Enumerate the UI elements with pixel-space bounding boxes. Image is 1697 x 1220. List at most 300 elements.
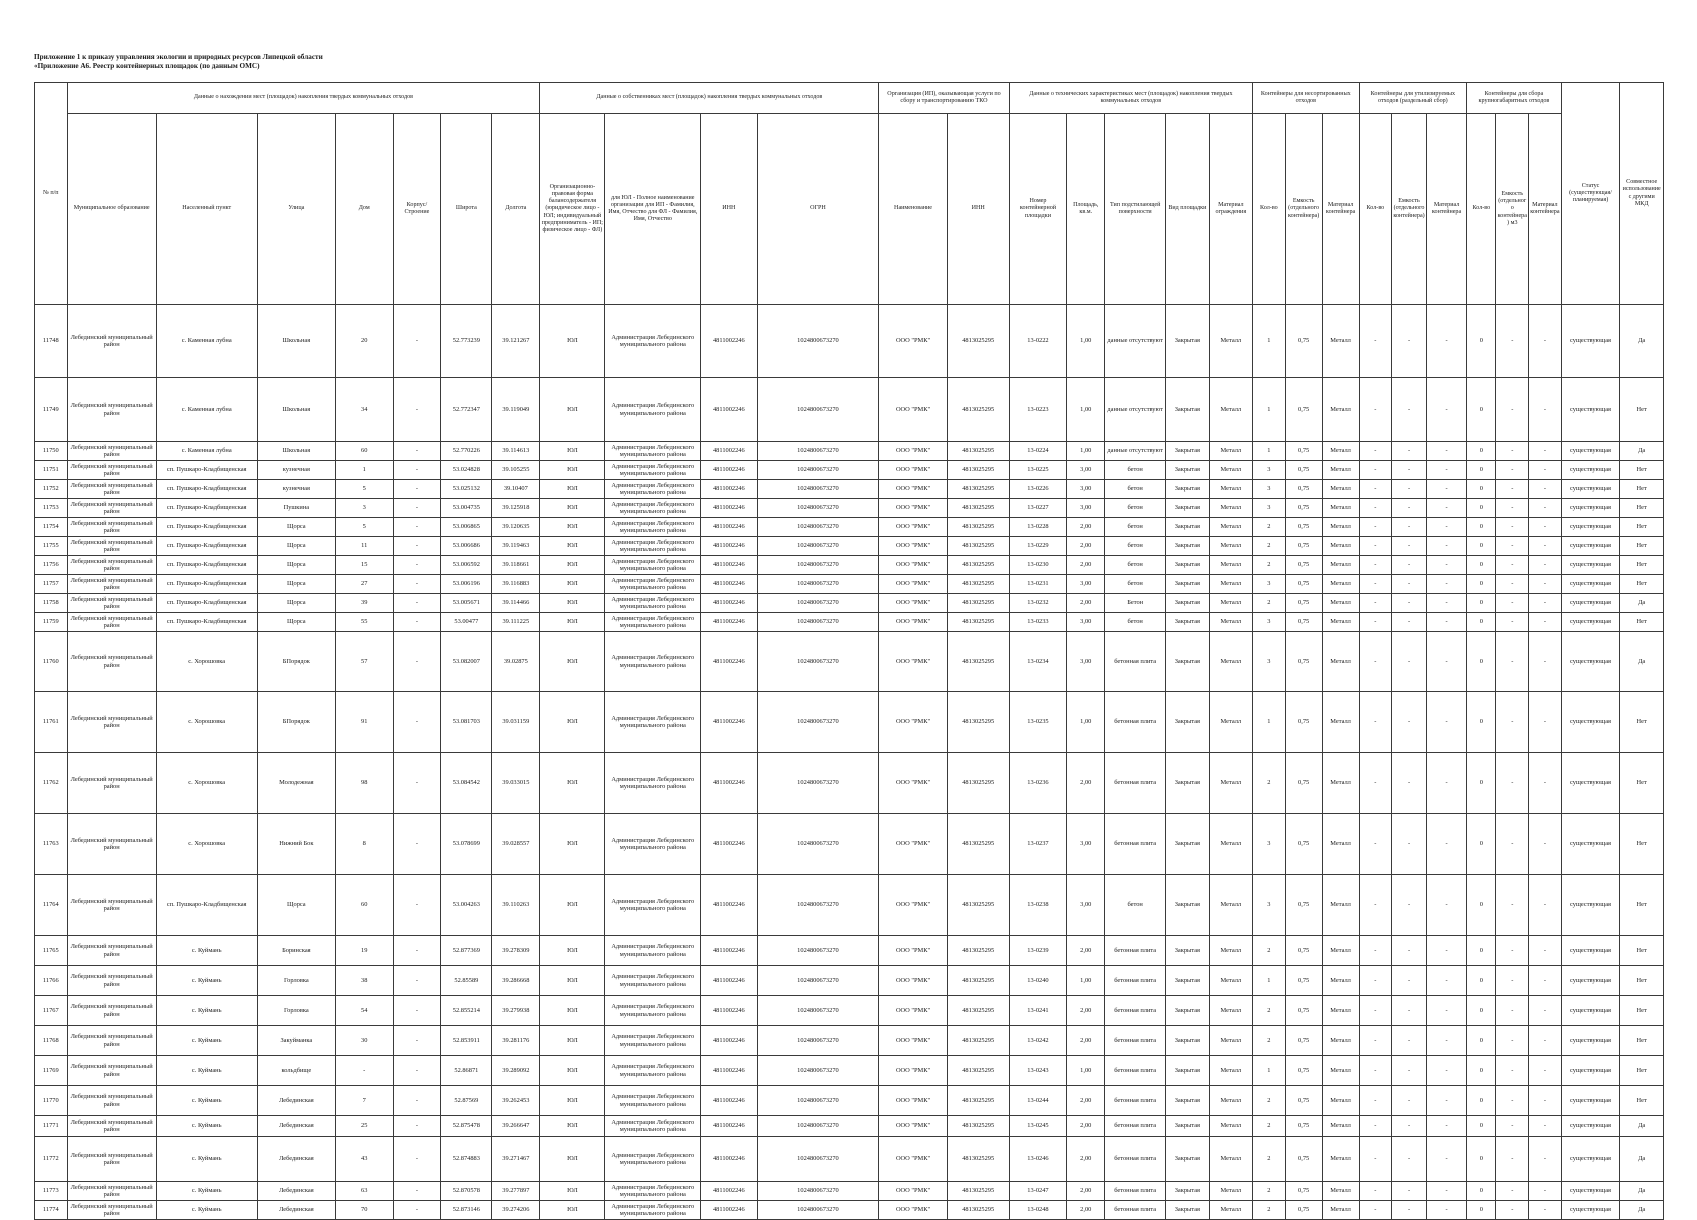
cell-owner-ogrn: 1024800673270: [757, 461, 879, 480]
cell-latitude: 52.853911: [441, 1026, 492, 1056]
cell-owner-ogrn: 1024800673270: [757, 1086, 879, 1116]
cell-recycle-material: -: [1426, 613, 1466, 632]
cell-operator-name: ООО "РМК": [879, 499, 947, 518]
cell-recycle-count: -: [1359, 518, 1392, 537]
cell-longitude: 39.033015: [492, 753, 540, 814]
cell-owner-inn: 4811002246: [701, 1056, 758, 1086]
cell-bulky-material: -: [1529, 966, 1562, 996]
cell-bulky-volume: -: [1496, 1026, 1529, 1056]
cell-recycle-material: -: [1426, 442, 1466, 461]
cell-owner-inn: 4811002246: [701, 966, 758, 996]
cell-municipality: Лебединский муниципальный район: [67, 499, 156, 518]
cell-number: 11748: [35, 305, 68, 378]
cell-unsorted-material: Металл: [1322, 996, 1359, 1026]
cell-recycle-volume: -: [1392, 936, 1427, 966]
cell-unsorted-material: Металл: [1322, 814, 1359, 875]
cell-settlement: сп. Пушкаро-Кладбищенская: [156, 594, 257, 613]
cell-area: 3,00: [1067, 632, 1105, 692]
cell-legal-form: ЮЛ: [540, 575, 605, 594]
cell-owner-ogrn: 1024800673270: [757, 575, 879, 594]
cell-operator-inn: 4813025295: [947, 966, 1009, 996]
cell-bulky-count: 0: [1467, 442, 1496, 461]
cell-site-number: 13-0234: [1009, 632, 1067, 692]
cell-owner-name: Администрация Лебединского муниципального района: [605, 537, 701, 556]
header-shared: Совместное использование с другими МКД: [1620, 83, 1664, 305]
col-settlement: Населенный пункт: [156, 114, 257, 305]
cell-recycle-count: -: [1359, 499, 1392, 518]
cell-settlement: сп. Пушкаро-Кладбищенская: [156, 461, 257, 480]
cell-longitude: 39.028557: [492, 814, 540, 875]
cell-street: Закуйманка: [257, 1026, 335, 1056]
cell-operator-inn: 4813025295: [947, 613, 1009, 632]
cell-recycle-material: -: [1426, 753, 1466, 814]
cell-unsorted-count: 1: [1253, 966, 1286, 996]
col-recycle-material: Материал контейнера: [1426, 114, 1466, 305]
cell-municipality: Лебединский муниципальный район: [67, 537, 156, 556]
cell-operator-name: ООО "РМК": [879, 461, 947, 480]
cell-recycle-count: -: [1359, 1182, 1392, 1201]
cell-municipality: Лебединский муниципальный район: [67, 378, 156, 442]
cell-recycle-volume: -: [1392, 499, 1427, 518]
cell-settlement: с. Куймань: [156, 1056, 257, 1086]
cell-site-number: 13-0237: [1009, 814, 1067, 875]
cell-longitude: 39.262453: [492, 1086, 540, 1116]
cell-owner-ogrn: 1024800673270: [757, 632, 879, 692]
cell-owner-inn: 4811002246: [701, 814, 758, 875]
cell-bulky-material: -: [1529, 753, 1562, 814]
cell-shared: Да: [1620, 1116, 1664, 1137]
cell-house: 57: [335, 632, 393, 692]
cell-legal-form: ЮЛ: [540, 1182, 605, 1201]
cell-recycle-volume: -: [1392, 594, 1427, 613]
cell-legal-form: ЮЛ: [540, 692, 605, 753]
cell-surface: бетонная плита: [1105, 1182, 1166, 1201]
cell-building: -: [393, 1086, 441, 1116]
cell-surface: бетон: [1105, 537, 1166, 556]
cell-status: существующая: [1561, 556, 1620, 575]
col-unsorted-material: Материал контейнера: [1322, 114, 1359, 305]
cell-longitude: 39.118661: [492, 556, 540, 575]
cell-operator-inn: 4813025295: [947, 1026, 1009, 1056]
cell-street: Школьная: [257, 305, 335, 378]
cell-building: -: [393, 1116, 441, 1137]
cell-shared: Да: [1620, 442, 1664, 461]
cell-fence: Металл: [1209, 594, 1253, 613]
cell-site-number: 13-0226: [1009, 480, 1067, 499]
cell-latitude: 52.772347: [441, 378, 492, 442]
cell-recycle-count: -: [1359, 575, 1392, 594]
cell-house: 15: [335, 556, 393, 575]
cell-surface: бетонная плита: [1105, 936, 1166, 966]
cell-shared: Нет: [1620, 692, 1664, 753]
cell-site-number: 13-0236: [1009, 753, 1067, 814]
cell-recycle-material: -: [1426, 632, 1466, 692]
cell-bulky-count: 0: [1467, 632, 1496, 692]
cell-bulky-volume: -: [1496, 1116, 1529, 1137]
cell-operator-inn: 4813025295: [947, 461, 1009, 480]
table-row: [35, 1182, 1664, 1201]
cell-building: -: [393, 461, 441, 480]
cell-operator-name: ООО "РМК": [879, 1182, 947, 1201]
cell-owner-ogrn: 1024800673270: [757, 378, 879, 442]
table-row: [35, 480, 1664, 499]
cell-owner-inn: 4811002246: [701, 1201, 758, 1220]
cell-shared: Нет: [1620, 1056, 1664, 1086]
cell-operator-inn: 4813025295: [947, 480, 1009, 499]
cell-building: -: [393, 936, 441, 966]
cell-bulky-volume: -: [1496, 814, 1529, 875]
cell-latitude: 53.004263: [441, 875, 492, 936]
cell-operator-inn: 4813025295: [947, 1137, 1009, 1182]
cell-legal-form: ЮЛ: [540, 556, 605, 575]
cell-owner-inn: 4811002246: [701, 875, 758, 936]
cell-unsorted-material: Металл: [1322, 499, 1359, 518]
cell-area: 1,00: [1067, 966, 1105, 996]
cell-owner-name: Администрация Лебединского муниципального района: [605, 575, 701, 594]
cell-recycle-volume: -: [1392, 305, 1427, 378]
cell-house: 70: [335, 1201, 393, 1220]
cell-recycle-material: -: [1426, 1201, 1466, 1220]
cell-house: -: [335, 1056, 393, 1086]
cell-latitude: 52.870578: [441, 1182, 492, 1201]
cell-unsorted-count: 2: [1253, 996, 1286, 1026]
cell-area: 3,00: [1067, 575, 1105, 594]
col-operator-inn: ИНН: [947, 114, 1009, 305]
cell-site-type: Закрытая: [1166, 442, 1209, 461]
cell-bulky-volume: -: [1496, 692, 1529, 753]
cell-surface: бетонная плита: [1105, 753, 1166, 814]
cell-recycle-count: -: [1359, 1116, 1392, 1137]
cell-surface: бетон: [1105, 575, 1166, 594]
cell-recycle-material: -: [1426, 594, 1466, 613]
cell-surface: бетонная плита: [1105, 632, 1166, 692]
cell-owner-ogrn: 1024800673270: [757, 875, 879, 936]
cell-fence: Металл: [1209, 814, 1253, 875]
cell-latitude: 52.85589: [441, 966, 492, 996]
cell-bulky-material: -: [1529, 461, 1562, 480]
cell-number: 11765: [35, 936, 68, 966]
cell-number: 11771: [35, 1116, 68, 1137]
cell-number: 11756: [35, 556, 68, 575]
cell-longitude: 39.279938: [492, 996, 540, 1026]
cell-site-number: 13-0223: [1009, 378, 1067, 442]
cell-surface: бетон: [1105, 480, 1166, 499]
cell-settlement: с. Куймань: [156, 966, 257, 996]
cell-number: 11770: [35, 1086, 68, 1116]
header-operator-group: Организация (ИП), оказывающая услуги по сбору и транспортированию ТКО: [879, 83, 1009, 114]
cell-legal-form: ЮЛ: [540, 499, 605, 518]
cell-municipality: Лебединский муниципальный район: [67, 1056, 156, 1086]
cell-fence: Металл: [1209, 378, 1253, 442]
col-operator-name: Наименование: [879, 114, 947, 305]
cell-recycle-volume: -: [1392, 442, 1427, 461]
cell-operator-inn: 4813025295: [947, 575, 1009, 594]
cell-site-number: 13-0243: [1009, 1056, 1067, 1086]
cell-area: 3,00: [1067, 461, 1105, 480]
cell-site-type: Закрытая: [1166, 461, 1209, 480]
cell-operator-name: ООО "РМК": [879, 966, 947, 996]
header-owners-group: Данные о собственниках мест (площадок) накопления твердых коммунальных отходов: [540, 83, 879, 114]
cell-bulky-volume: -: [1496, 442, 1529, 461]
cell-recycle-volume: -: [1392, 537, 1427, 556]
cell-owner-name: Администрация Лебединского муниципального района: [605, 461, 701, 480]
cell-unsorted-count: 3: [1253, 461, 1286, 480]
cell-site-type: Закрытая: [1166, 556, 1209, 575]
cell-bulky-count: 0: [1467, 875, 1496, 936]
cell-operator-name: ООО "РМК": [879, 875, 947, 936]
cell-site-number: 13-0245: [1009, 1116, 1067, 1137]
cell-status: существующая: [1561, 461, 1620, 480]
cell-bulky-volume: -: [1496, 499, 1529, 518]
cell-fence: Металл: [1209, 480, 1253, 499]
cell-bulky-volume: -: [1496, 1086, 1529, 1116]
cell-area: 2,00: [1067, 1026, 1105, 1056]
cell-house: 30: [335, 1026, 393, 1056]
cell-shared: Нет: [1620, 575, 1664, 594]
cell-building: -: [393, 1137, 441, 1182]
cell-bulky-volume: -: [1496, 480, 1529, 499]
cell-bulky-material: -: [1529, 378, 1562, 442]
cell-bulky-material: -: [1529, 996, 1562, 1026]
cell-number: 11763: [35, 814, 68, 875]
cell-recycle-volume: -: [1392, 1137, 1427, 1182]
cell-owner-name: Администрация Лебединского муниципального района: [605, 480, 701, 499]
cell-bulky-volume: -: [1496, 875, 1529, 936]
cell-number: 11768: [35, 1026, 68, 1056]
cell-bulky-count: 0: [1467, 1182, 1496, 1201]
cell-house: 98: [335, 753, 393, 814]
cell-operator-inn: 4813025295: [947, 378, 1009, 442]
cell-longitude: 39.271467: [492, 1137, 540, 1182]
cell-shared: Нет: [1620, 499, 1664, 518]
cell-area: 2,00: [1067, 1182, 1105, 1201]
cell-settlement: с. Куймань: [156, 936, 257, 966]
cell-number: 11772: [35, 1137, 68, 1182]
cell-owner-ogrn: 1024800673270: [757, 537, 879, 556]
cell-site-number: 13-0248: [1009, 1201, 1067, 1220]
cell-surface: бетон: [1105, 461, 1166, 480]
cell-unsorted-volume: 0,75: [1285, 1056, 1322, 1086]
cell-street: Щорса: [257, 575, 335, 594]
cell-recycle-material: -: [1426, 814, 1466, 875]
cell-house: 39: [335, 594, 393, 613]
cell-bulky-material: -: [1529, 1137, 1562, 1182]
cell-surface: бетонная плита: [1105, 1086, 1166, 1116]
cell-legal-form: ЮЛ: [540, 378, 605, 442]
cell-recycle-count: -: [1359, 1201, 1392, 1220]
cell-owner-inn: 4811002246: [701, 556, 758, 575]
cell-site-number: 13-0229: [1009, 537, 1067, 556]
cell-latitude: 53.082007: [441, 632, 492, 692]
cell-shared: Нет: [1620, 378, 1664, 442]
cell-unsorted-volume: 0,75: [1285, 499, 1322, 518]
cell-fence: Металл: [1209, 1026, 1253, 1056]
cell-unsorted-count: 2: [1253, 1137, 1286, 1182]
cell-owner-name: Администрация Лебединского муниципального района: [605, 442, 701, 461]
cell-bulky-volume: -: [1496, 594, 1529, 613]
cell-unsorted-volume: 0,75: [1285, 556, 1322, 575]
cell-municipality: Лебединский муниципальный район: [67, 1026, 156, 1056]
cell-unsorted-count: 3: [1253, 480, 1286, 499]
cell-unsorted-volume: 0,75: [1285, 537, 1322, 556]
cell-operator-inn: 4813025295: [947, 936, 1009, 966]
cell-recycle-material: -: [1426, 1056, 1466, 1086]
cell-unsorted-material: Металл: [1322, 753, 1359, 814]
cell-building: -: [393, 480, 441, 499]
cell-building: -: [393, 575, 441, 594]
cell-house: 27: [335, 575, 393, 594]
cell-recycle-count: -: [1359, 936, 1392, 966]
cell-surface: бетонная плита: [1105, 1116, 1166, 1137]
cell-area: 3,00: [1067, 499, 1105, 518]
col-recycle-count: Кол-во: [1359, 114, 1392, 305]
cell-unsorted-count: 2: [1253, 753, 1286, 814]
cell-owner-inn: 4811002246: [701, 378, 758, 442]
cell-bulky-volume: -: [1496, 305, 1529, 378]
cell-bulky-material: -: [1529, 305, 1562, 378]
cell-status: существующая: [1561, 594, 1620, 613]
cell-bulky-count: 0: [1467, 1056, 1496, 1086]
cell-owner-inn: 4811002246: [701, 499, 758, 518]
cell-settlement: с. Куймань: [156, 1182, 257, 1201]
cell-recycle-count: -: [1359, 1026, 1392, 1056]
cell-longitude: 39.110263: [492, 875, 540, 936]
cell-recycle-volume: -: [1392, 996, 1427, 1026]
cell-recycle-material: -: [1426, 996, 1466, 1026]
cell-unsorted-count: 3: [1253, 875, 1286, 936]
cell-unsorted-count: 2: [1253, 1201, 1286, 1220]
cell-fence: Металл: [1209, 613, 1253, 632]
cell-recycle-count: -: [1359, 632, 1392, 692]
cell-unsorted-volume: 0,75: [1285, 936, 1322, 966]
cell-unsorted-volume: 0,75: [1285, 1026, 1322, 1056]
cell-municipality: Лебединский муниципальный район: [67, 442, 156, 461]
cell-owner-inn: 4811002246: [701, 305, 758, 378]
cell-settlement: сп. Пушкаро-Кладбищенская: [156, 518, 257, 537]
cell-latitude: 53.081703: [441, 692, 492, 753]
cell-site-type: Закрытая: [1166, 613, 1209, 632]
cell-unsorted-volume: 0,75: [1285, 632, 1322, 692]
cell-street: Нижний Бок: [257, 814, 335, 875]
cell-surface: бетонная плита: [1105, 692, 1166, 753]
cell-shared: Нет: [1620, 966, 1664, 996]
cell-shared: Да: [1620, 1137, 1664, 1182]
cell-operator-name: ООО "РМК": [879, 556, 947, 575]
cell-unsorted-volume: 0,75: [1285, 1201, 1322, 1220]
cell-status: существующая: [1561, 537, 1620, 556]
cell-bulky-material: -: [1529, 814, 1562, 875]
cell-unsorted-material: Металл: [1322, 305, 1359, 378]
cell-settlement: с. Каменная лубна: [156, 305, 257, 378]
cell-operator-name: ООО "РМК": [879, 480, 947, 499]
cell-house: 5: [335, 480, 393, 499]
cell-site-type: Закрытая: [1166, 575, 1209, 594]
cell-status: существующая: [1561, 442, 1620, 461]
cell-building: -: [393, 753, 441, 814]
table-row: [35, 518, 1664, 537]
cell-status: существующая: [1561, 1026, 1620, 1056]
cell-recycle-volume: -: [1392, 753, 1427, 814]
cell-bulky-volume: -: [1496, 1137, 1529, 1182]
cell-recycle-material: -: [1426, 556, 1466, 575]
cell-legal-form: ЮЛ: [540, 1056, 605, 1086]
cell-operator-inn: 4813025295: [947, 632, 1009, 692]
cell-legal-form: ЮЛ: [540, 1026, 605, 1056]
cell-latitude: 53.006865: [441, 518, 492, 537]
cell-street: Щорса: [257, 594, 335, 613]
cell-unsorted-volume: 0,75: [1285, 305, 1322, 378]
table-row: [35, 442, 1664, 461]
cell-owner-ogrn: 1024800673270: [757, 480, 879, 499]
cell-recycle-material: -: [1426, 1182, 1466, 1201]
cell-bulky-count: 0: [1467, 1116, 1496, 1137]
cell-fence: Металл: [1209, 875, 1253, 936]
cell-owner-name: Администрация Лебединского муниципального района: [605, 1137, 701, 1182]
cell-building: -: [393, 537, 441, 556]
cell-status: существующая: [1561, 966, 1620, 996]
cell-fence: Металл: [1209, 461, 1253, 480]
cell-legal-form: ЮЛ: [540, 632, 605, 692]
table-row: [35, 499, 1664, 518]
cell-owner-inn: 4811002246: [701, 632, 758, 692]
cell-operator-inn: 4813025295: [947, 814, 1009, 875]
cell-recycle-count: -: [1359, 594, 1392, 613]
cell-status: существующая: [1561, 575, 1620, 594]
cell-shared: Нет: [1620, 875, 1664, 936]
cell-bulky-volume: -: [1496, 378, 1529, 442]
cell-site-number: 13-0233: [1009, 613, 1067, 632]
cell-unsorted-volume: 0,75: [1285, 442, 1322, 461]
table-row: [35, 1056, 1664, 1086]
cell-site-number: 13-0224: [1009, 442, 1067, 461]
cell-unsorted-volume: 0,75: [1285, 753, 1322, 814]
cell-operator-name: ООО "РМК": [879, 632, 947, 692]
cell-recycle-volume: -: [1392, 518, 1427, 537]
cell-unsorted-material: Металл: [1322, 1116, 1359, 1137]
cell-unsorted-volume: 0,75: [1285, 378, 1322, 442]
cell-municipality: Лебединский муниципальный район: [67, 613, 156, 632]
cell-recycle-material: -: [1426, 692, 1466, 753]
cell-recycle-volume: -: [1392, 613, 1427, 632]
table-row: [35, 378, 1664, 442]
cell-site-number: 13-0242: [1009, 1026, 1067, 1056]
col-municipality: Муниципальное образование: [67, 114, 156, 305]
cell-recycle-volume: -: [1392, 875, 1427, 936]
cell-unsorted-volume: 0,75: [1285, 613, 1322, 632]
cell-house: 1: [335, 461, 393, 480]
cell-operator-inn: 4813025295: [947, 556, 1009, 575]
cell-number: 11749: [35, 378, 68, 442]
cell-bulky-material: -: [1529, 936, 1562, 966]
cell-longitude: 39.114466: [492, 594, 540, 613]
cell-shared: Да: [1620, 632, 1664, 692]
header-num: № п/п: [35, 83, 68, 305]
cell-longitude: 39.116883: [492, 575, 540, 594]
cell-municipality: Лебединский муниципальный район: [67, 575, 156, 594]
cell-settlement: сп. Пушкаро-Кладбищенская: [156, 575, 257, 594]
cell-shared: Нет: [1620, 814, 1664, 875]
cell-recycle-material: -: [1426, 1116, 1466, 1137]
cell-fence: Металл: [1209, 1182, 1253, 1201]
cell-area: 1,00: [1067, 305, 1105, 378]
cell-operator-inn: 4813025295: [947, 692, 1009, 753]
cell-bulky-material: -: [1529, 1056, 1562, 1086]
cell-municipality: Лебединский муниципальный район: [67, 480, 156, 499]
cell-shared: Да: [1620, 1182, 1664, 1201]
cell-recycle-material: -: [1426, 936, 1466, 966]
cell-longitude: 39.286668: [492, 966, 540, 996]
cell-house: 34: [335, 378, 393, 442]
